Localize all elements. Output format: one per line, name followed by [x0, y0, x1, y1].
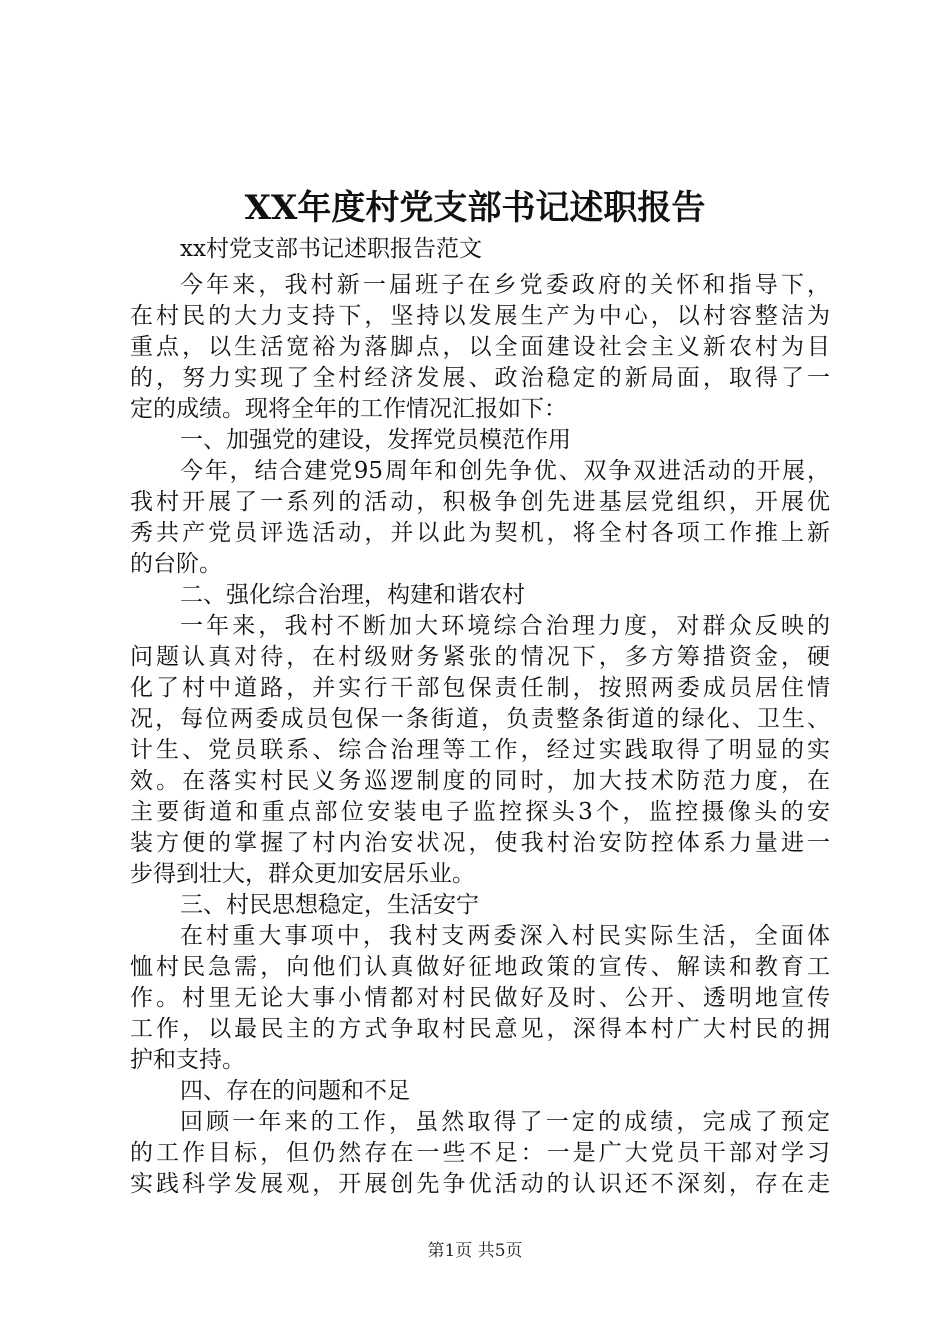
paragraph-line: 步得到壮大，群众更加安居乐业。 [130, 861, 475, 887]
page-number-footer: 第1页 共5页 [427, 1241, 523, 1261]
document-subtitle: xx村党支部书记述职报告范文 [180, 236, 482, 262]
paragraph-line: 恤村民急需，向他们认真做好征地政策的宣传、解读和教育工 [130, 954, 830, 980]
paragraph-line: 主要街道和重点部位安装电子监控探头3个，监控摄像头的安 [130, 799, 830, 825]
paragraph-line: 工作，以最民主的方式争取村民意见，深得本村广大村民的拥 [130, 1016, 830, 1042]
paragraph-line: 化了村中道路，并实行干部包保责任制，按照两委成员居住情 [130, 675, 830, 701]
paragraph-line: 秀共产党员评选活动，并以此为契机，将全村各项工作推上新 [130, 520, 830, 546]
paragraph-line: 定的成绩。现将全年的工作情况汇报如下： [130, 396, 567, 422]
paragraph-line: 在村民的大力支持下，坚持以发展生产为中心，以村容整洁为 [130, 303, 830, 329]
section-heading: 二、强化综合治理，构建和谐农村 [180, 582, 525, 608]
paragraph-line: 况，每位两委成员包保一条街道，负责整条街道的绿化、卫生、 [130, 706, 830, 732]
paragraph-line: 装方便的掌握了村内治安状况，使我村治安防控体系力量进一 [130, 830, 830, 856]
paragraph-line: 问题认真对待，在村级财务紧张的情况下，多方筹措资金，硬 [130, 644, 830, 670]
paragraph-line: 今年，结合建党95周年和创先争优、双争双进活动的开展， [180, 458, 830, 484]
paragraph-line: 作。村里无论大事小情都对村民做好及时、公开、透明地宣传 [130, 985, 830, 1011]
paragraph-line: 重点，以生活宽裕为落脚点，以全面建设社会主义新农村为目 [130, 334, 830, 360]
paragraph-line: 的工作目标，但仍然存在一些不足：一是广大党员干部对学习 [130, 1140, 830, 1166]
paragraph-line: 护和支持。 [130, 1047, 245, 1073]
paragraph-line: 一年来，我村不断加大环境综合治理力度，对群众反映的 [180, 613, 830, 639]
paragraph-line: 的，努力实现了全村经济发展、政治稳定的新局面，取得了一 [130, 365, 830, 391]
paragraph-line: 的台阶。 [130, 551, 222, 577]
paragraph-line: 计生、党员联系、综合治理等工作，经过实践取得了明显的实 [130, 737, 830, 763]
section-heading: 三、村民思想稳定，生活安宁 [180, 892, 479, 918]
paragraph-line: 在村重大事项中，我村支两委深入村民实际生活，全面体 [180, 923, 830, 949]
section-heading: 四、存在的问题和不足 [180, 1078, 410, 1104]
paragraph-line: 效。在落实村民义务巡逻制度的同时，加大技术防范力度，在 [130, 768, 830, 794]
section-heading: 一、加强党的建设，发挥党员模范作用 [180, 427, 571, 453]
paragraph-line: 今年来，我村新一届班子在乡党委政府的关怀和指导下， [180, 272, 830, 298]
paragraph-line: 实践科学发展观，开展创先争优活动的认识还不深刻，存在走 [130, 1171, 830, 1197]
document-title: XX年度村党支部书记述职报告 [244, 188, 706, 228]
paragraph-line: 我村开展了一系列的活动，积极争创先进基层党组织，开展优 [130, 489, 830, 515]
paragraph-line: 回顾一年来的工作，虽然取得了一定的成绩，完成了预定 [180, 1109, 830, 1135]
